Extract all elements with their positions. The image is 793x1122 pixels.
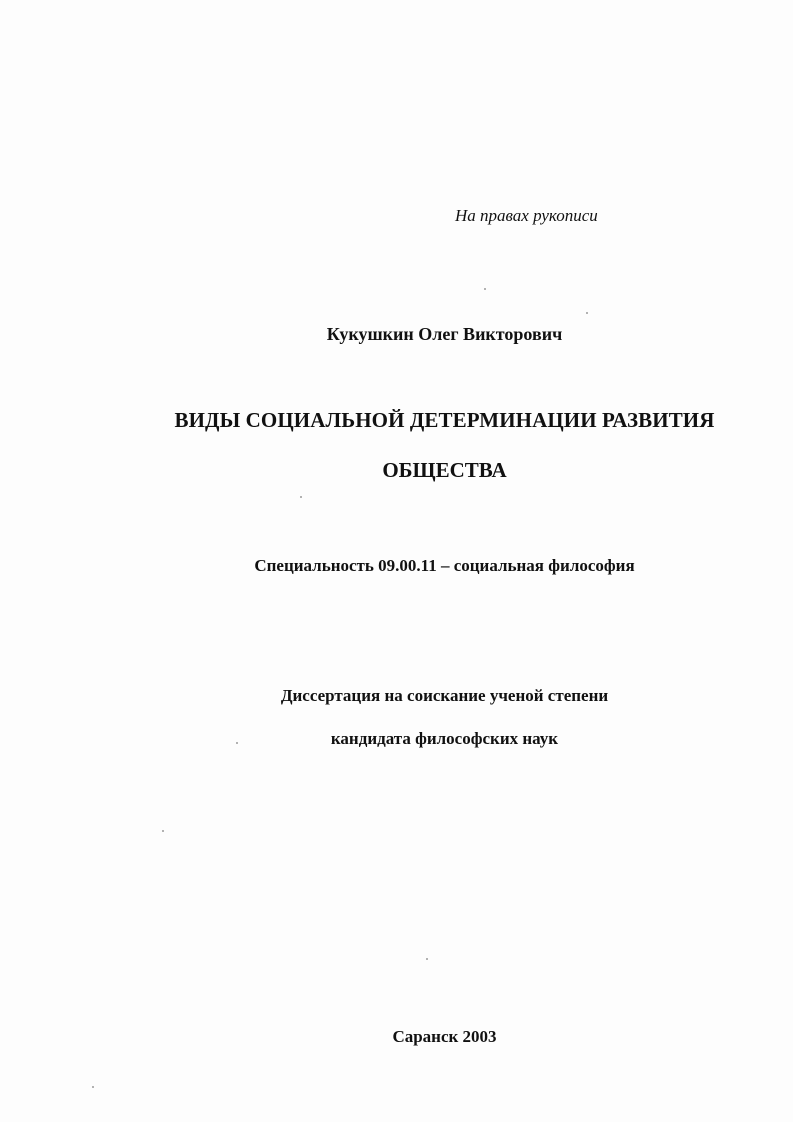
scan-speck [426, 958, 428, 960]
dissertation-line-1: Диссертация на соискание ученой степени [280, 686, 609, 705]
scan-speck [586, 312, 588, 314]
scan-speck [92, 1086, 94, 1088]
place-and-year: Саранск 2003 [392, 1027, 497, 1046]
scan-speck [300, 496, 302, 498]
title-line-2: ОБЩЕСТВА [382, 458, 507, 482]
scan-speck [484, 288, 486, 290]
dissertation-line-2: кандидата философских наук [330, 729, 559, 748]
scan-speck [162, 830, 164, 832]
specialty-line: Специальность 09.00.11 – социальная философия [254, 556, 635, 575]
author-name: Кукушкин Олег Викторович [326, 324, 563, 344]
title-line-1: ВИДЫ СОЦИАЛЬНОЙ ДЕТЕРМИНАЦИИ РАЗВИТИЯ [174, 408, 715, 432]
scan-speck [236, 742, 238, 744]
manuscript-note: На правах рукописи [455, 206, 598, 225]
